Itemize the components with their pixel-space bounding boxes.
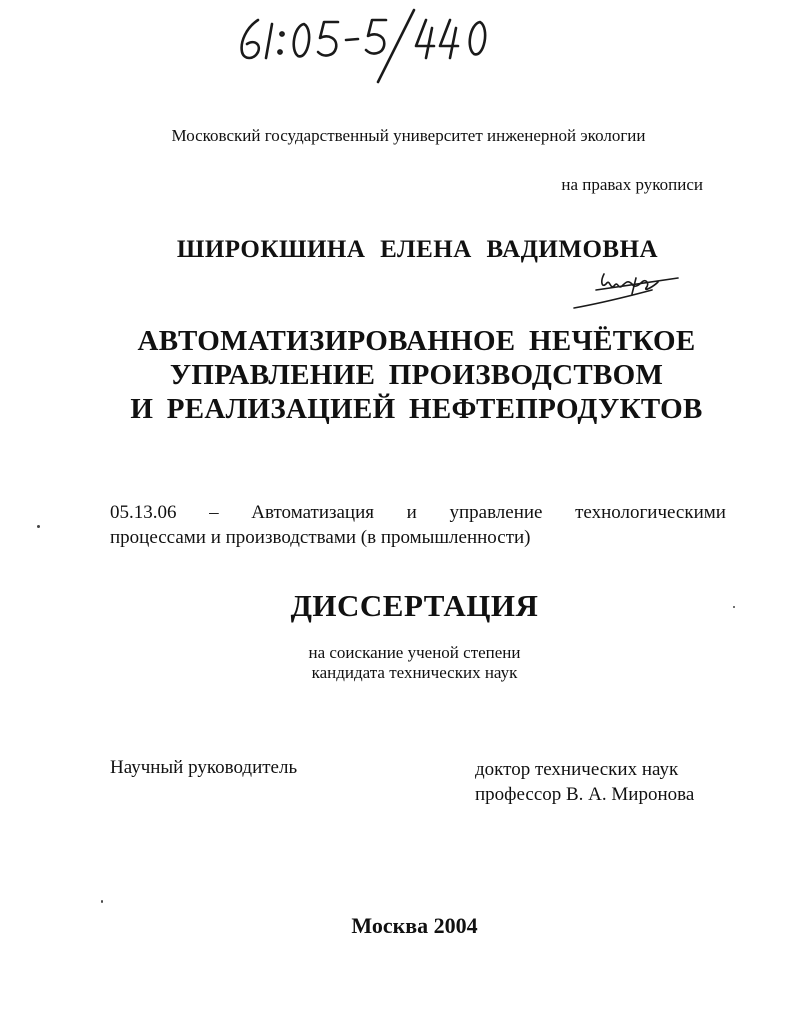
title-line: И РЕАЛИЗАЦИЕЙ НЕФТЕПРОДУКТОВ bbox=[130, 393, 703, 425]
document-type: ДИССЕРТАЦИЯ bbox=[290, 588, 539, 623]
specialty-word: и bbox=[406, 502, 417, 523]
advisor-info bbox=[475, 757, 694, 807]
degree-line: кандидата технических наук bbox=[311, 663, 518, 682]
author-name: ШИРОКШИНА ЕЛЕНА ВАДИМОВНА bbox=[176, 236, 659, 263]
specialty-word: Автоматизация bbox=[251, 502, 375, 523]
title-line: УПРАВЛЕНИЕ ПРОИЗВОДСТВОМ bbox=[169, 359, 664, 391]
handwritten-code-drawing bbox=[228, 6, 498, 86]
specialty-dash: – bbox=[209, 502, 219, 523]
specialty-block bbox=[110, 500, 726, 550]
scan-speck bbox=[37, 525, 40, 528]
scan-speck bbox=[733, 606, 735, 608]
advisor-name: профессор В. А. Миронова bbox=[475, 784, 695, 805]
handwritten-catalog-code bbox=[228, 6, 498, 86]
dissertation-title bbox=[0, 324, 799, 426]
specialty-word: технологическими bbox=[575, 502, 726, 523]
signature-drawing bbox=[566, 268, 684, 312]
specialty-word: управление bbox=[449, 502, 543, 523]
degree-sought bbox=[0, 643, 799, 683]
scan-speck bbox=[101, 900, 103, 903]
manuscript-rights-note: на правах рукописи bbox=[561, 175, 703, 194]
title-line: АВТОМАТИЗИРОВАННОЕ НЕЧЁТКОЕ bbox=[137, 325, 696, 357]
university-name: Московский государственный университет инженерной экологии bbox=[171, 126, 646, 145]
author-signature bbox=[566, 268, 684, 312]
advisor-label: Научный руководитель bbox=[110, 757, 298, 778]
advisor-degree: доктор технических наук bbox=[475, 759, 679, 780]
specialty-line-2: процессами и производствами (в промышленности) bbox=[110, 527, 531, 548]
degree-line: на соискание ученой степени bbox=[308, 643, 521, 662]
specialty-line-1 bbox=[110, 500, 726, 525]
specialty-code: 05.13.06 bbox=[110, 502, 177, 523]
city-and-year: Москва 2004 bbox=[351, 913, 478, 938]
